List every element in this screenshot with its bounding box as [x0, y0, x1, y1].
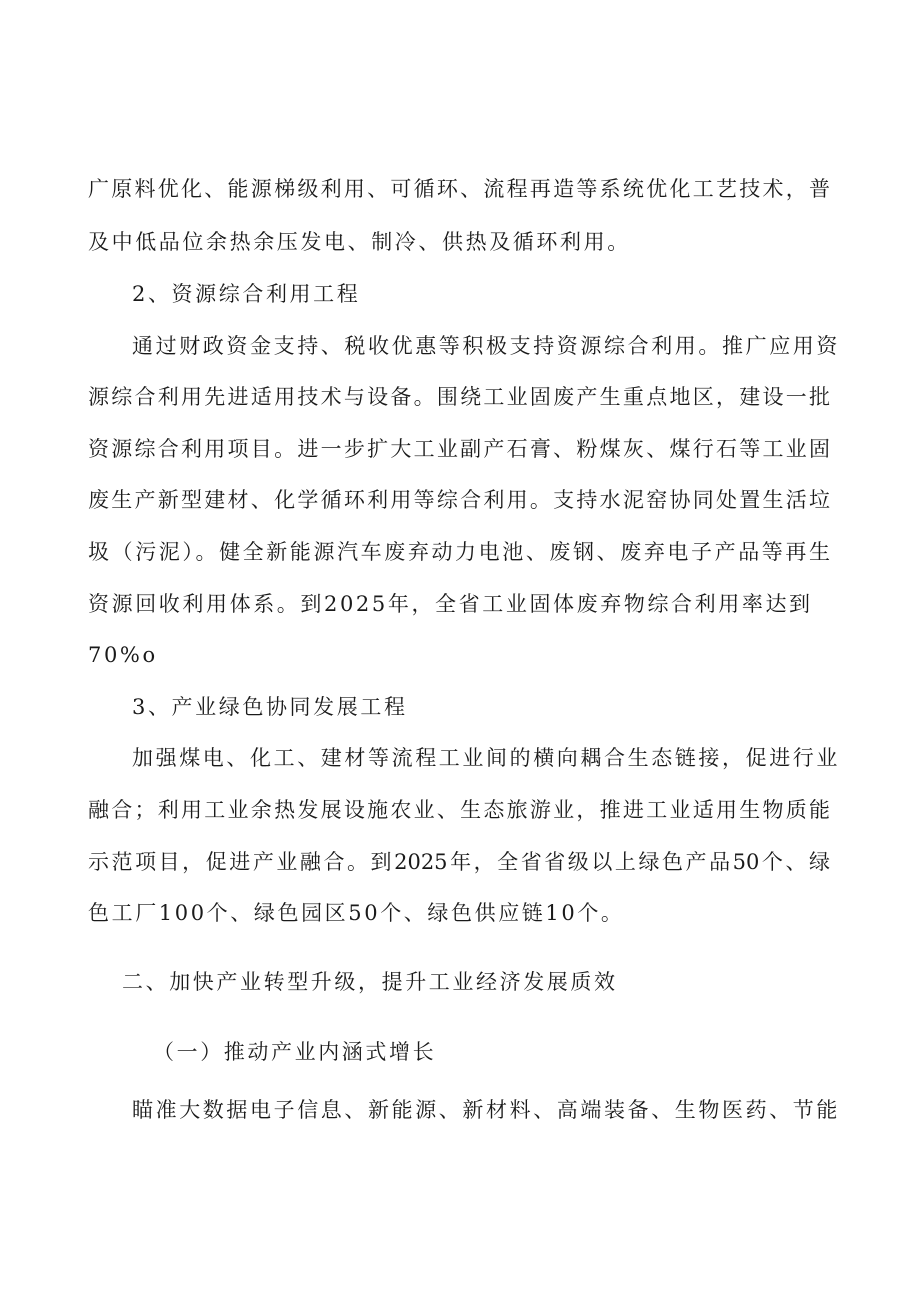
paragraph-line: 广原料优化、能源梯级利用、可循环、流程再造等系统优化工艺技术，普 [88, 177, 830, 201]
paragraph-line: 示范项目，促进产业融合。到2025年，全省省级以上绿色产品50个、绿 [88, 850, 830, 874]
paragraph-line: 及中低品位余热余压发电、制冷、供热及循环利用。 [88, 230, 631, 254]
section-heading: 3、产业绿色协同发展工程 [132, 695, 408, 719]
paragraph-line: 废生产新型建材、化学循环利用等综合利用。支持水泥窑协同处置生活垃 [88, 488, 830, 512]
paragraph-line: 圾（污泥）。健全新能源汽车废弃动力电池、废钢、废弃电子产品等再生 [88, 540, 830, 564]
paragraph-line: 源综合利用先进适用技术与设备。围绕工业固废产生重点地区，建设一批 [88, 385, 830, 409]
paragraph-line: 通过财政资金支持、税收优惠等积极支持资源综合利用。推广应用资 [132, 334, 840, 358]
chapter-heading: 二、加快产业转型升级，提升工业经济发展质效 [122, 970, 618, 994]
paragraph-line: 融合；利用工业余热发展设施农业、生态旅游业，推进工业适用生物质能 [88, 798, 830, 822]
section-heading: 2、资源综合利用工程 [132, 282, 361, 306]
paragraph-line: 资源综合利用项目。进一步扩大工业副产石膏、粉煤灰、煤行石等工业固 [88, 437, 830, 461]
paragraph-line: 加强煤电、化工、建材等流程工业间的横向耦合生态链接，促进行业 [132, 746, 840, 770]
paragraph-line: 70%o [88, 643, 158, 667]
paragraph-line: 资源回收利用体系。到2025年，全省工业固体废弃物综合利用率达到 [88, 592, 813, 616]
paragraph-line: 瞄准大数据电子信息、新能源、新材料、高端装备、生物医药、节能 [132, 1098, 840, 1122]
paragraph-line: 色工厂100个、绿色园区50个、绿色供应链10个。 [88, 901, 625, 925]
subsection-heading: （一）推动产业内涵式增长 [153, 1040, 437, 1064]
